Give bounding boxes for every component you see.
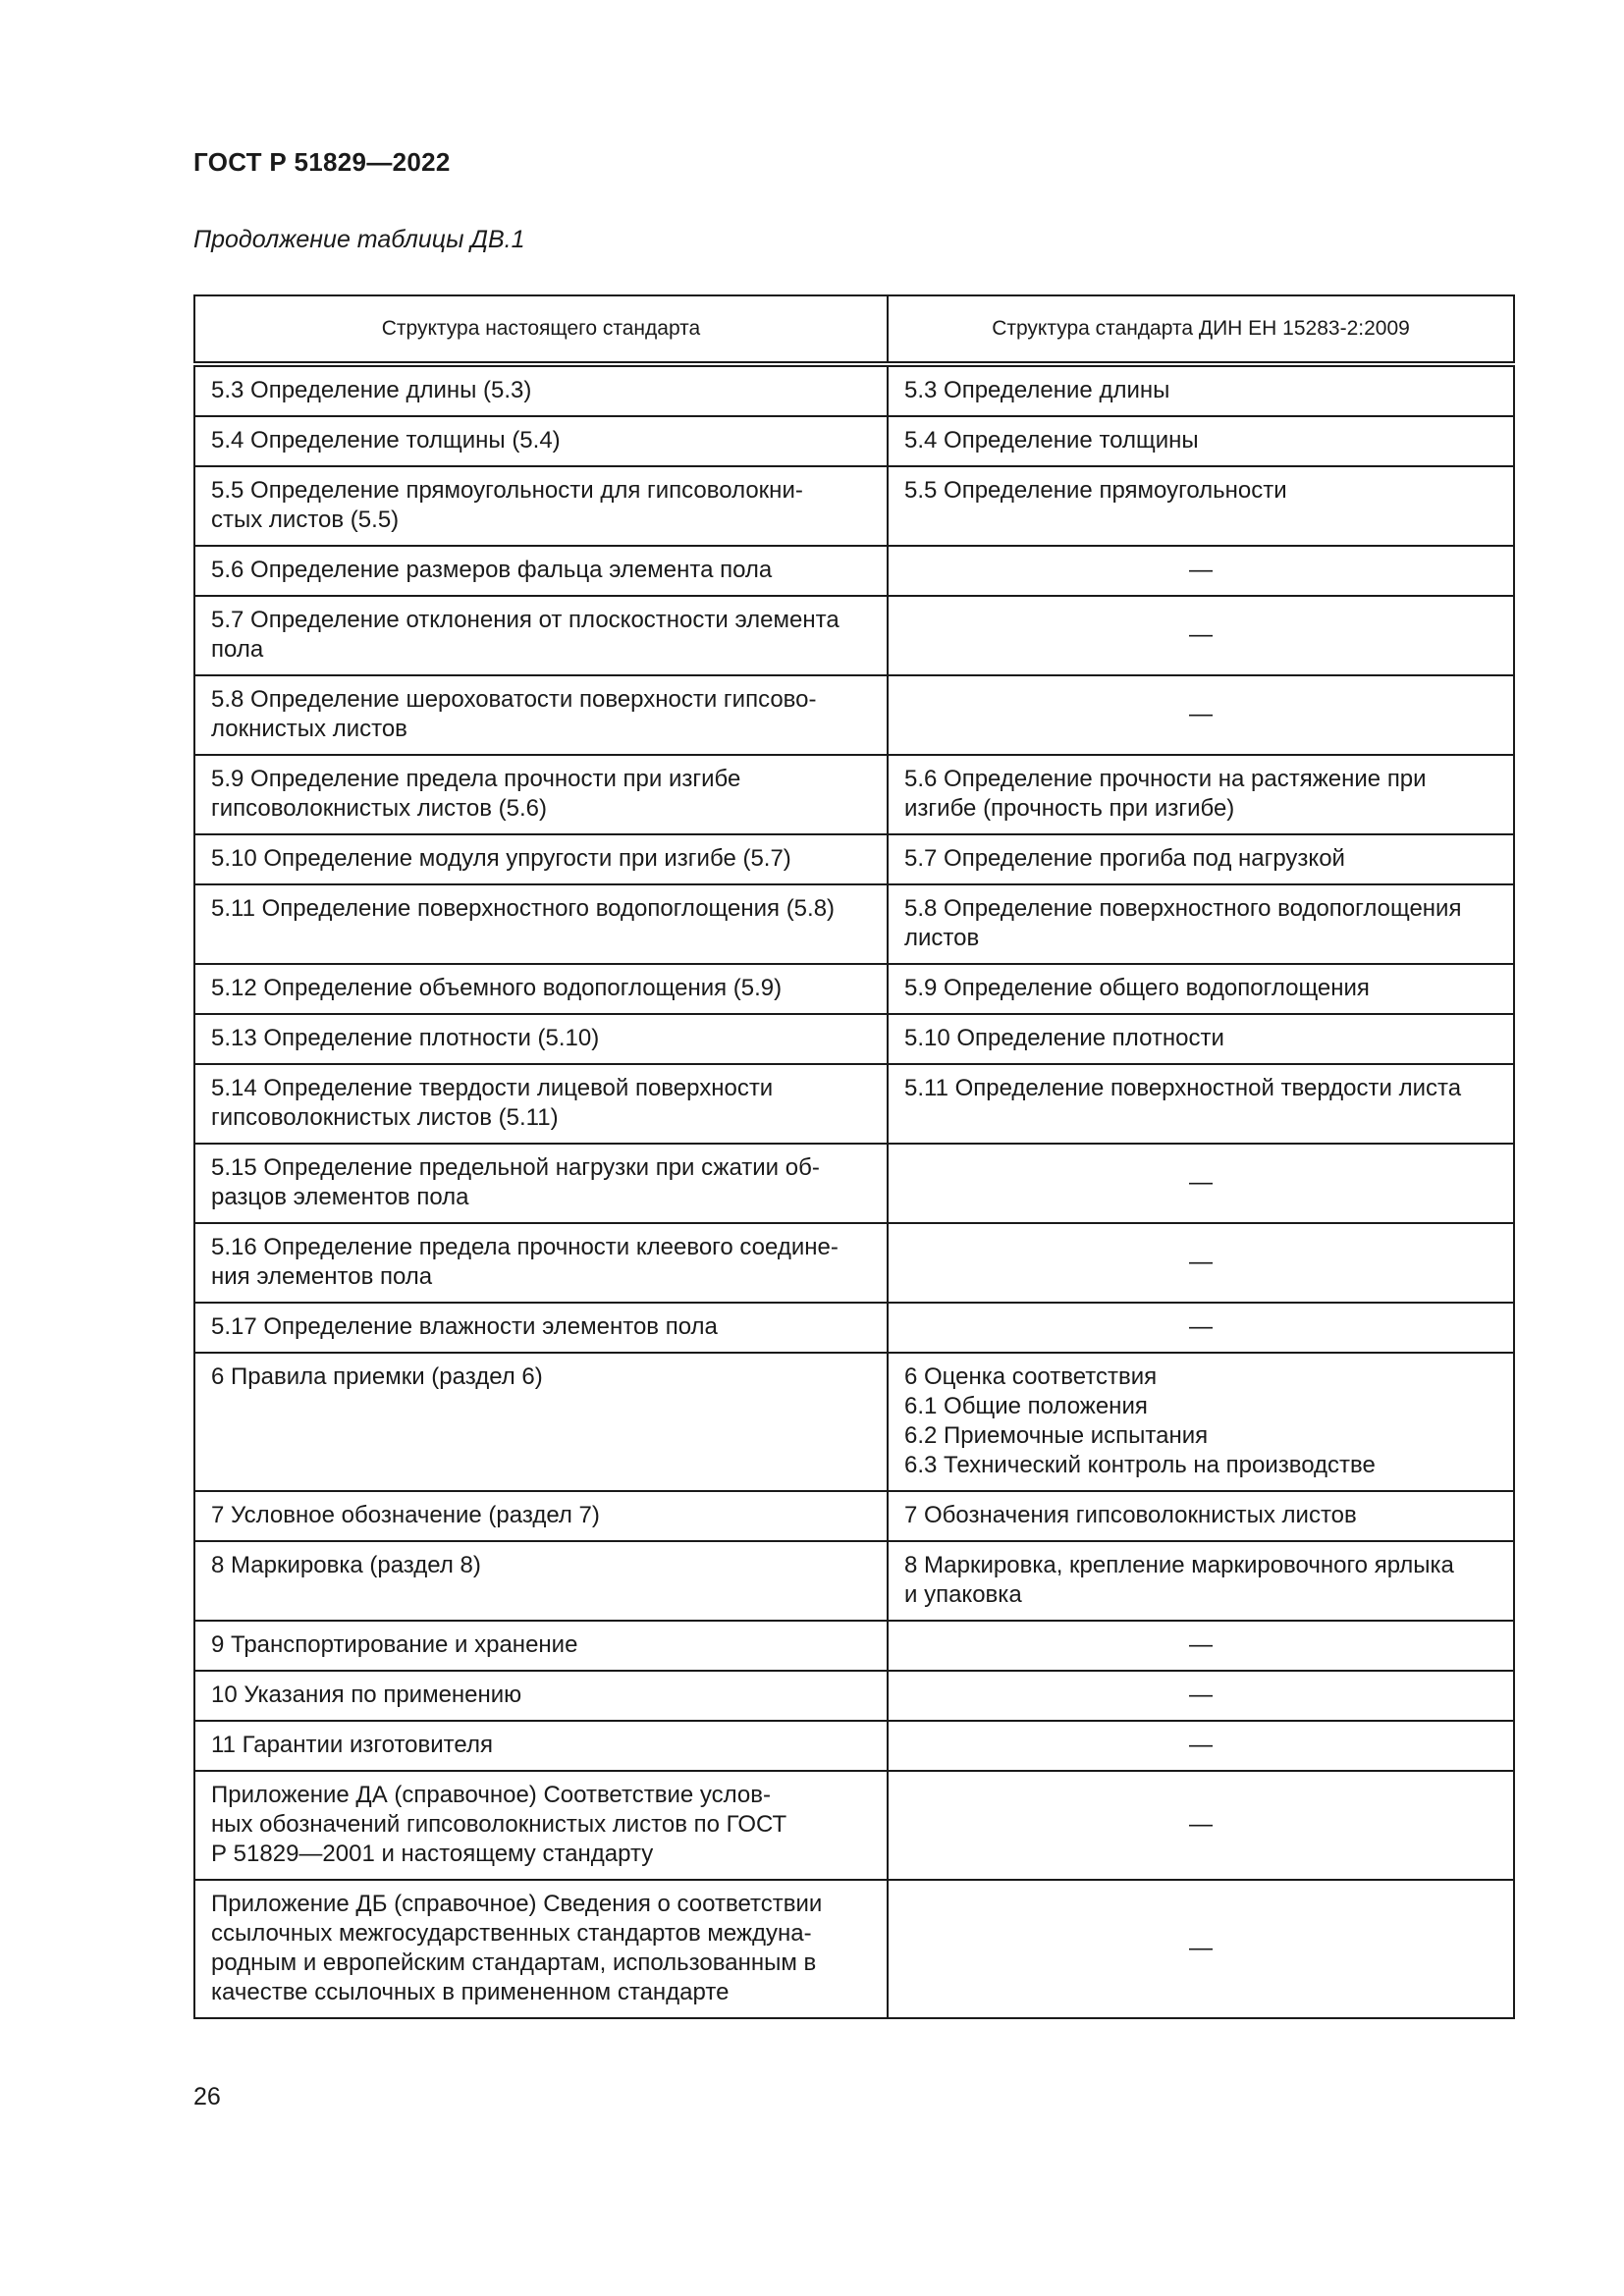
cell-current-standard	[194, 675, 888, 755]
table-row	[194, 755, 1514, 834]
cell-line: 6 Оценка соответствия	[904, 1363, 1158, 1390]
cell-din-standard	[888, 1721, 1514, 1771]
cell-line: 5.16 Определение предела прочности клеевого соедине-	[211, 1234, 839, 1260]
cell-current-standard	[194, 884, 888, 964]
cell-line: ния элементов пола	[211, 1263, 433, 1290]
cell-line: —	[1189, 1631, 1213, 1658]
cell-current-standard	[194, 596, 888, 675]
comparison-table	[193, 294, 1515, 2019]
table-row	[194, 1144, 1514, 1223]
cell-din-standard	[888, 1621, 1514, 1671]
cell-line: ссылочных межгосударственных стандартов междуна-	[211, 1920, 812, 1947]
cell-line: 5.9 Определение общего водопоглощения	[904, 975, 1370, 1001]
table-header-row	[194, 295, 1514, 364]
cell-din-standard	[888, 364, 1514, 416]
cell-current-standard	[194, 834, 888, 884]
cell-current-standard	[194, 964, 888, 1014]
cell-current-standard	[194, 1671, 888, 1721]
cell-line: —	[1189, 1935, 1213, 1961]
cell-current-standard	[194, 1014, 888, 1064]
cell-line: 5.13 Определение плотности (5.10)	[211, 1025, 600, 1051]
cell-line: 5.11 Определение поверхностного водопоглощения (5.8)	[211, 895, 836, 922]
table-row	[194, 1491, 1514, 1541]
table-row	[194, 416, 1514, 466]
cell-current-standard	[194, 1491, 888, 1541]
cell-current-standard	[194, 1144, 888, 1223]
cell-line: —	[1189, 557, 1213, 583]
page-number: 26	[193, 2083, 221, 2110]
cell-din-standard	[888, 964, 1514, 1014]
table-row	[194, 1064, 1514, 1144]
table-row	[194, 466, 1514, 546]
cell-line: —	[1189, 1169, 1213, 1196]
cell-line: —	[1189, 701, 1213, 727]
cell-line: качестве ссылочных в примененном стандарте	[211, 1979, 730, 2005]
cell-current-standard	[194, 1771, 888, 1880]
table-row	[194, 834, 1514, 884]
cell-line: —	[1189, 621, 1213, 648]
cell-din-standard	[888, 1144, 1514, 1223]
table-row	[194, 675, 1514, 755]
cell-din-standard	[888, 416, 1514, 466]
cell-line: 9 Транспортирование и хранение	[211, 1631, 578, 1658]
cell-line: гипсоволокнистых листов (5.11)	[211, 1104, 559, 1131]
table-row	[194, 1621, 1514, 1671]
cell-line: 7 Условное обозначение (раздел 7)	[211, 1502, 600, 1528]
cell-line: Приложение ДА (справочное) Соответствие услов-	[211, 1782, 771, 1808]
cell-line: 5.3 Определение длины	[904, 377, 1170, 403]
cell-line: изгибе (прочность при изгибе)	[904, 795, 1235, 822]
table-body	[194, 364, 1514, 2018]
cell-line: 6.1 Общие положения	[904, 1393, 1148, 1419]
cell-line: 6.3 Технический контроль на производстве	[904, 1452, 1376, 1478]
cell-line: 5.8 Определение шероховатости поверхности гипсово-	[211, 686, 817, 713]
cell-line: —	[1189, 1249, 1213, 1275]
cell-line: 5.14 Определение твердости лицевой поверхности	[211, 1075, 774, 1101]
table-row	[194, 1880, 1514, 2018]
cell-current-standard	[194, 1621, 888, 1671]
cell-line: 5.17 Определение влажности элементов пола	[211, 1313, 718, 1340]
cell-line: 5.10 Определение модуля упругости при изгибе (5.7)	[211, 845, 791, 872]
cell-line: 10 Указания по применению	[211, 1682, 522, 1708]
table-row	[194, 1014, 1514, 1064]
cell-line: 8 Маркировка, крепление маркировочного ярлыка	[904, 1552, 1454, 1578]
table-row	[194, 884, 1514, 964]
cell-line: —	[1189, 1732, 1213, 1758]
cell-line: 5.11 Определение поверхностной твердости листа	[904, 1075, 1462, 1101]
cell-line: пола	[211, 636, 264, 663]
cell-current-standard	[194, 1880, 888, 2018]
cell-line: 5.6 Определение размеров фальца элемента пола	[211, 557, 773, 583]
table-row	[194, 596, 1514, 675]
cell-line: 5.3 Определение длины (5.3)	[211, 377, 532, 403]
cell-line: 11 Гарантии изготовителя	[211, 1732, 493, 1758]
cell-line: —	[1189, 1682, 1213, 1708]
cell-din-standard	[888, 1880, 1514, 2018]
cell-din-standard	[888, 466, 1514, 546]
table-row	[194, 1303, 1514, 1353]
table-row	[194, 1671, 1514, 1721]
cell-din-standard	[888, 546, 1514, 596]
cell-line: —	[1189, 1313, 1213, 1340]
cell-line: 5.15 Определение предельной нагрузки при сжатии об-	[211, 1154, 820, 1181]
cell-line: Р 51829—2001 и настоящему стандарту	[211, 1841, 654, 1867]
cell-line: 5.10 Определение плотности	[904, 1025, 1224, 1051]
cell-current-standard	[194, 364, 888, 416]
cell-line: 5.4 Определение толщины (5.4)	[211, 427, 561, 454]
cell-line: и упаковка	[904, 1581, 1022, 1608]
table-row	[194, 364, 1514, 416]
cell-line: разцов элементов пола	[211, 1184, 469, 1210]
table-caption: Продолжение таблицы ДВ.1	[193, 226, 525, 253]
cell-current-standard	[194, 1064, 888, 1144]
cell-din-standard	[888, 1353, 1514, 1491]
cell-line: 5.12 Определение объемного водопоглощения (5.9)	[211, 975, 783, 1001]
cell-line: стых листов (5.5)	[211, 507, 400, 533]
document-code: ГОСТ Р 51829—2022	[193, 147, 451, 177]
cell-current-standard	[194, 755, 888, 834]
column-header-din-standard: Структура стандарта ДИН ЕН 15283-2:2009	[888, 295, 1514, 364]
cell-line: 5.9 Определение предела прочности при изгибе	[211, 766, 741, 792]
table-row	[194, 964, 1514, 1014]
cell-din-standard	[888, 884, 1514, 964]
table-row	[194, 1223, 1514, 1303]
cell-din-standard	[888, 1541, 1514, 1621]
cell-line: 5.6 Определение прочности на растяжение при	[904, 766, 1427, 792]
table-row	[194, 1541, 1514, 1621]
table-row	[194, 1353, 1514, 1491]
cell-din-standard	[888, 1671, 1514, 1721]
cell-line: листов	[904, 925, 980, 951]
cell-din-standard	[888, 755, 1514, 834]
column-header-current-standard: Структура настоящего стандарта	[194, 295, 888, 364]
cell-line: —	[1189, 1811, 1213, 1838]
cell-line: 5.5 Определение прямоугольности	[904, 477, 1287, 504]
cell-line: 5.4 Определение толщины	[904, 427, 1199, 454]
cell-line: Приложение ДБ (справочное) Сведения о соответствии	[211, 1891, 823, 1917]
cell-line: 5.5 Определение прямоугольности для гипсоволокни-	[211, 477, 803, 504]
cell-current-standard	[194, 1303, 888, 1353]
cell-current-standard	[194, 416, 888, 466]
cell-line: 8 Маркировка (раздел 8)	[211, 1552, 481, 1578]
cell-current-standard	[194, 1721, 888, 1771]
cell-din-standard	[888, 1491, 1514, 1541]
cell-line: родным и европейским стандартам, использованным в	[211, 1949, 817, 1976]
cell-line: 6.2 Приемочные испытания	[904, 1422, 1209, 1449]
table-row	[194, 1771, 1514, 1880]
cell-din-standard	[888, 1064, 1514, 1144]
cell-line: 6 Правила приемки (раздел 6)	[211, 1363, 543, 1390]
cell-din-standard	[888, 834, 1514, 884]
cell-current-standard	[194, 546, 888, 596]
table-row	[194, 1721, 1514, 1771]
cell-line: ных обозначений гипсоволокнистых листов по ГОСТ	[211, 1811, 787, 1838]
cell-current-standard	[194, 1541, 888, 1621]
cell-line: 5.7 Определение прогиба под нагрузкой	[904, 845, 1345, 872]
cell-line: локнистых листов	[211, 716, 407, 742]
cell-din-standard	[888, 596, 1514, 675]
cell-line: гипсоволокнистых листов (5.6)	[211, 795, 548, 822]
cell-line: 7 Обозначения гипсоволокнистых листов	[904, 1502, 1357, 1528]
cell-din-standard	[888, 1014, 1514, 1064]
cell-din-standard	[888, 675, 1514, 755]
cell-din-standard	[888, 1303, 1514, 1353]
cell-din-standard	[888, 1771, 1514, 1880]
cell-line: 5.7 Определение отклонения от плоскостности элемента	[211, 607, 839, 633]
cell-current-standard	[194, 466, 888, 546]
cell-din-standard	[888, 1223, 1514, 1303]
cell-current-standard	[194, 1223, 888, 1303]
cell-line: 5.8 Определение поверхностного водопоглощения	[904, 895, 1462, 922]
cell-current-standard	[194, 1353, 888, 1491]
table-row	[194, 546, 1514, 596]
